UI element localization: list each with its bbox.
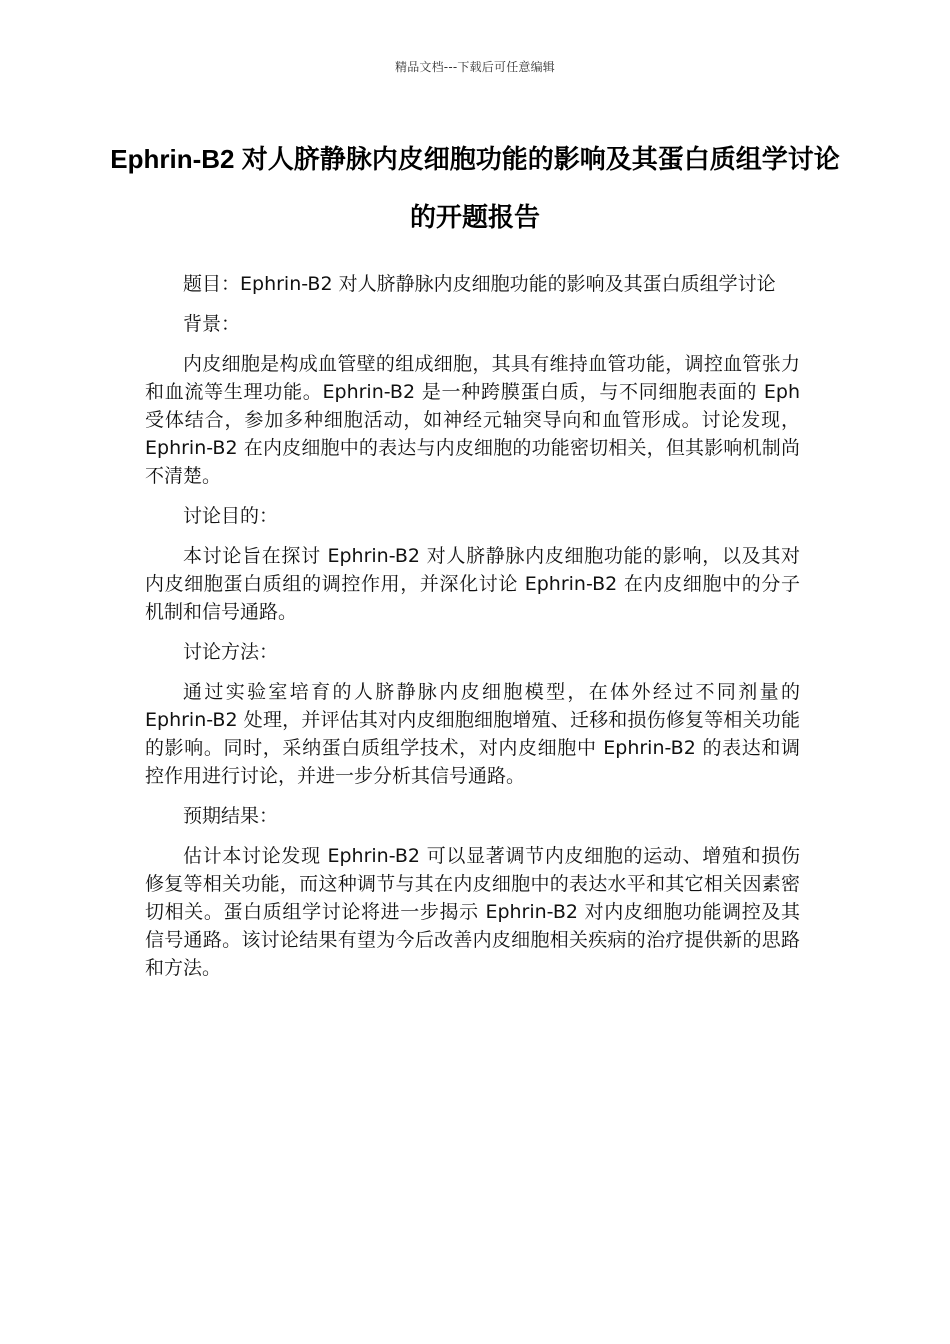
purpose-paragraph: 本讨论旨在探讨 Ephrin-B2 对人脐静脉内皮细胞功能的影响，以及其对内皮细胞蛋白质组的调控作用，并深化讨论 Ephrin-B2 在内皮细胞中的分子机制和信号通路。	[145, 545, 800, 623]
background-heading: 背景：	[183, 313, 241, 335]
expected-paragraph: 估计本讨论发现 Ephrin-B2 可以显著调节内皮细胞的运动、增殖和损伤修复等相关功能，而这种调节与其在内皮细胞中的表达水平和其它相关因素密切相关。蛋白质组学讨论将进一步揭示 Ephrin-B2 对内皮细胞功能调控及其信号通路。该讨论结果有望为今后改善内皮细胞相关疾病的治疗提供新的思路和方法。	[145, 845, 800, 979]
method-paragraph: 通过实验室培育的人脐静脉内皮细胞模型，在体外经过不同剂量的 Ephrin-B2 处理，并评估其对内皮细胞细胞增殖、迁移和损伤修复等相关功能的影响。同时，采纳蛋白质组学技术，对内皮细胞中 Ephrin-B2 的表达和调控作用进行讨论，并进一步分析其信号通路。	[145, 681, 800, 787]
topic-paragraph: 题目：Ephrin-B2 对人脐静脉内皮细胞功能的影响及其蛋白质组学讨论	[183, 273, 776, 295]
header-note: 精品文档---下载后可任意编辑	[395, 60, 555, 74]
document-body	[145, 270, 800, 994]
background-paragraph: 内皮细胞是构成血管壁的组成细胞，其具有维持血管功能，调控血管张力和血流等生理功能。Ephrin-B2 是一种跨膜蛋白质，与不同细胞表面的 Eph 受体结合，参加多种细胞活动，如神经元轴突导向和血管形成。讨论发现，Ephrin-B2 在内皮细胞中的表达与内皮细胞的功能密切相关，但其影响机制尚不清楚。	[145, 353, 800, 487]
expected-heading: 预期结果：	[183, 805, 279, 827]
purpose-heading: 讨论目的：	[183, 505, 279, 527]
document-title: Ephrin-B2 对人脐静脉内皮细胞功能的影响及其蛋白质组学讨论的开题报告	[110, 144, 840, 232]
method-heading: 讨论方法：	[183, 641, 279, 663]
